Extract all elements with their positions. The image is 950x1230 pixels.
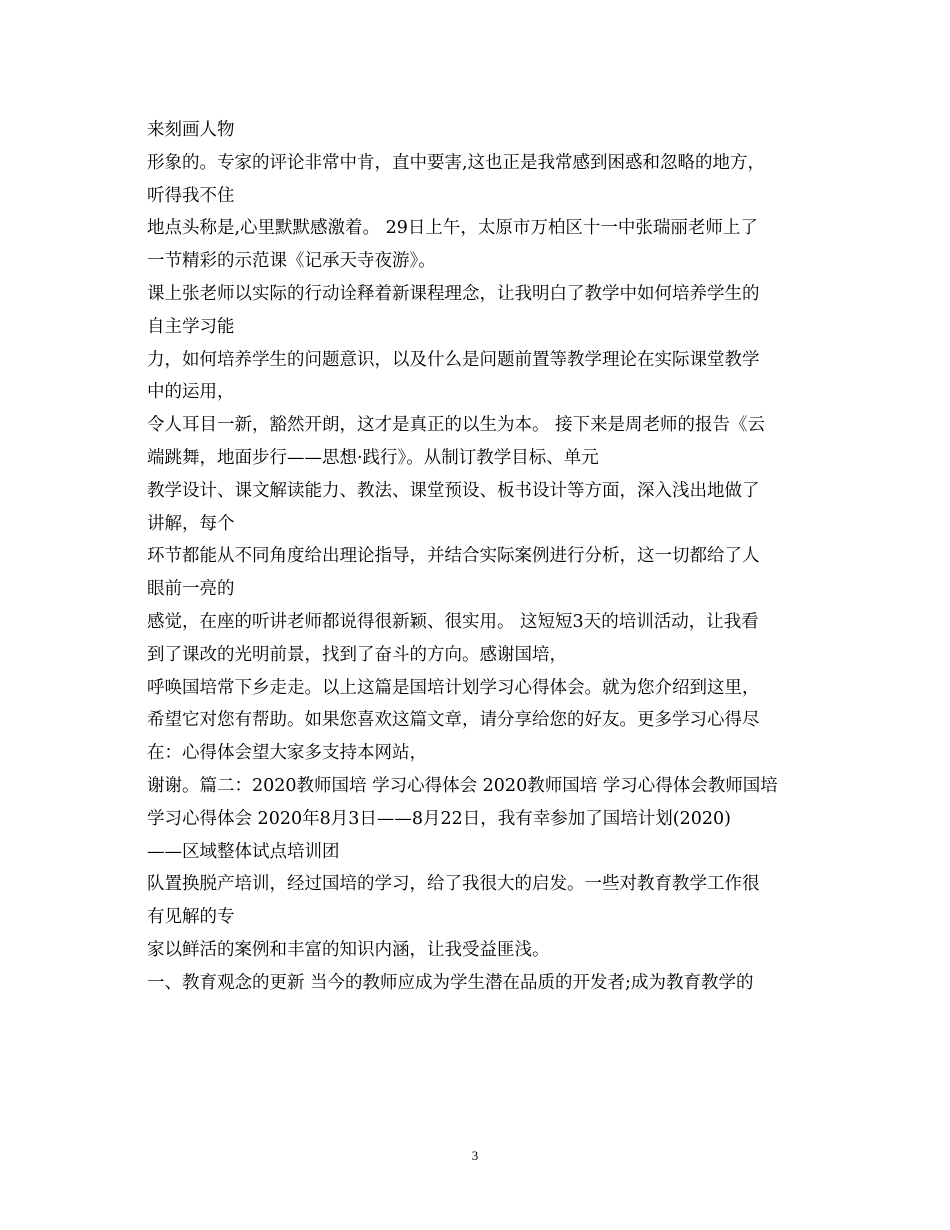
text-line: 听得我不住	[147, 185, 235, 206]
text-line: 教学设计、课文解读能力、教法、课堂预设、板书设计等方面，深入浅出地做了	[147, 480, 760, 501]
text-line: 讲解，每个	[147, 513, 235, 534]
text-line: ——区域整体试点培训团	[147, 841, 340, 862]
text-line: 感觉，在座的听讲老师都说得很新颖、很实用。 这短短3天的培训活动，让我看	[147, 611, 759, 632]
text-line: 形象的。专家的评论非常中肯，直中要害,这也正是我常感到困惑和忽略的地方，	[147, 152, 766, 173]
text-line: 希望它对您有帮助。如果您喜欢这篇文章，请分享给您的好友。更多学习心得尽	[147, 710, 760, 731]
page-number: 3	[471, 1148, 479, 1163]
text-line: 呼唤国培常下乡走走。以上这篇是国培计划学习心得体会。就为您介绍到这里，	[147, 677, 760, 698]
text-line: 端跳舞，地面步行——思想·践行》。从制订教学目标、单元	[147, 447, 599, 468]
text-line: 环节都能从不同角度给出理论指导，并结合实际案例进行分析，这一切都给了人	[147, 546, 760, 567]
text-line: 在：心得体会望大家多支持本网站，	[147, 743, 427, 764]
text-line: 有见解的专	[147, 907, 235, 928]
text-line: 来刻画人物	[147, 120, 235, 140]
text-line: 地点头称是,心里默默感激着。 29日上午，太原市万柏区十一中张瑞丽老师上了	[147, 218, 758, 239]
text-line: 谢谢。篇二：2020教师国培 学习心得体会 2020教师国培 学习心得体会教师国培	[147, 775, 778, 796]
text-line: 一节精彩的示范课《记承天寺夜游》。	[147, 251, 436, 272]
text-line: 一、教育观念的更新 当今的教师应成为学生潜在品质的开发者;成为教育教学的	[147, 972, 754, 993]
text-line: 到了课改的光明前景，找到了奋斗的方向。感谢国培，	[147, 644, 567, 665]
text-line: 令人耳目一新，豁然开朗，这才是真正的以生为本。 接下来是周老师的报告《云	[147, 415, 766, 436]
text-line: 中的运用，	[147, 382, 235, 403]
text-line: 队置换脱产培训，经过国培的学习，给了我很大的启发。一些对教育教学工作很	[147, 874, 760, 895]
text-line: 学习心得体会 2020年8月3日——8月22日，我有幸参加了国培计划(2020)	[147, 808, 731, 829]
body-text	[147, 114, 827, 1000]
text-line: 课上张老师以实际的行动诠释着新课程理念，让我明白了教学中如何培养学生的	[147, 283, 760, 304]
text-line: 眼前一亮的	[147, 579, 235, 600]
text-line: 力，如何培养学生的问题意识，以及什么是问题前置等教学理论在实际课堂教学	[147, 349, 760, 370]
text-line: 家以鲜活的案例和丰富的知识内涵，让我受益匪浅。	[147, 939, 550, 960]
text-line: 自主学习能	[147, 316, 235, 337]
